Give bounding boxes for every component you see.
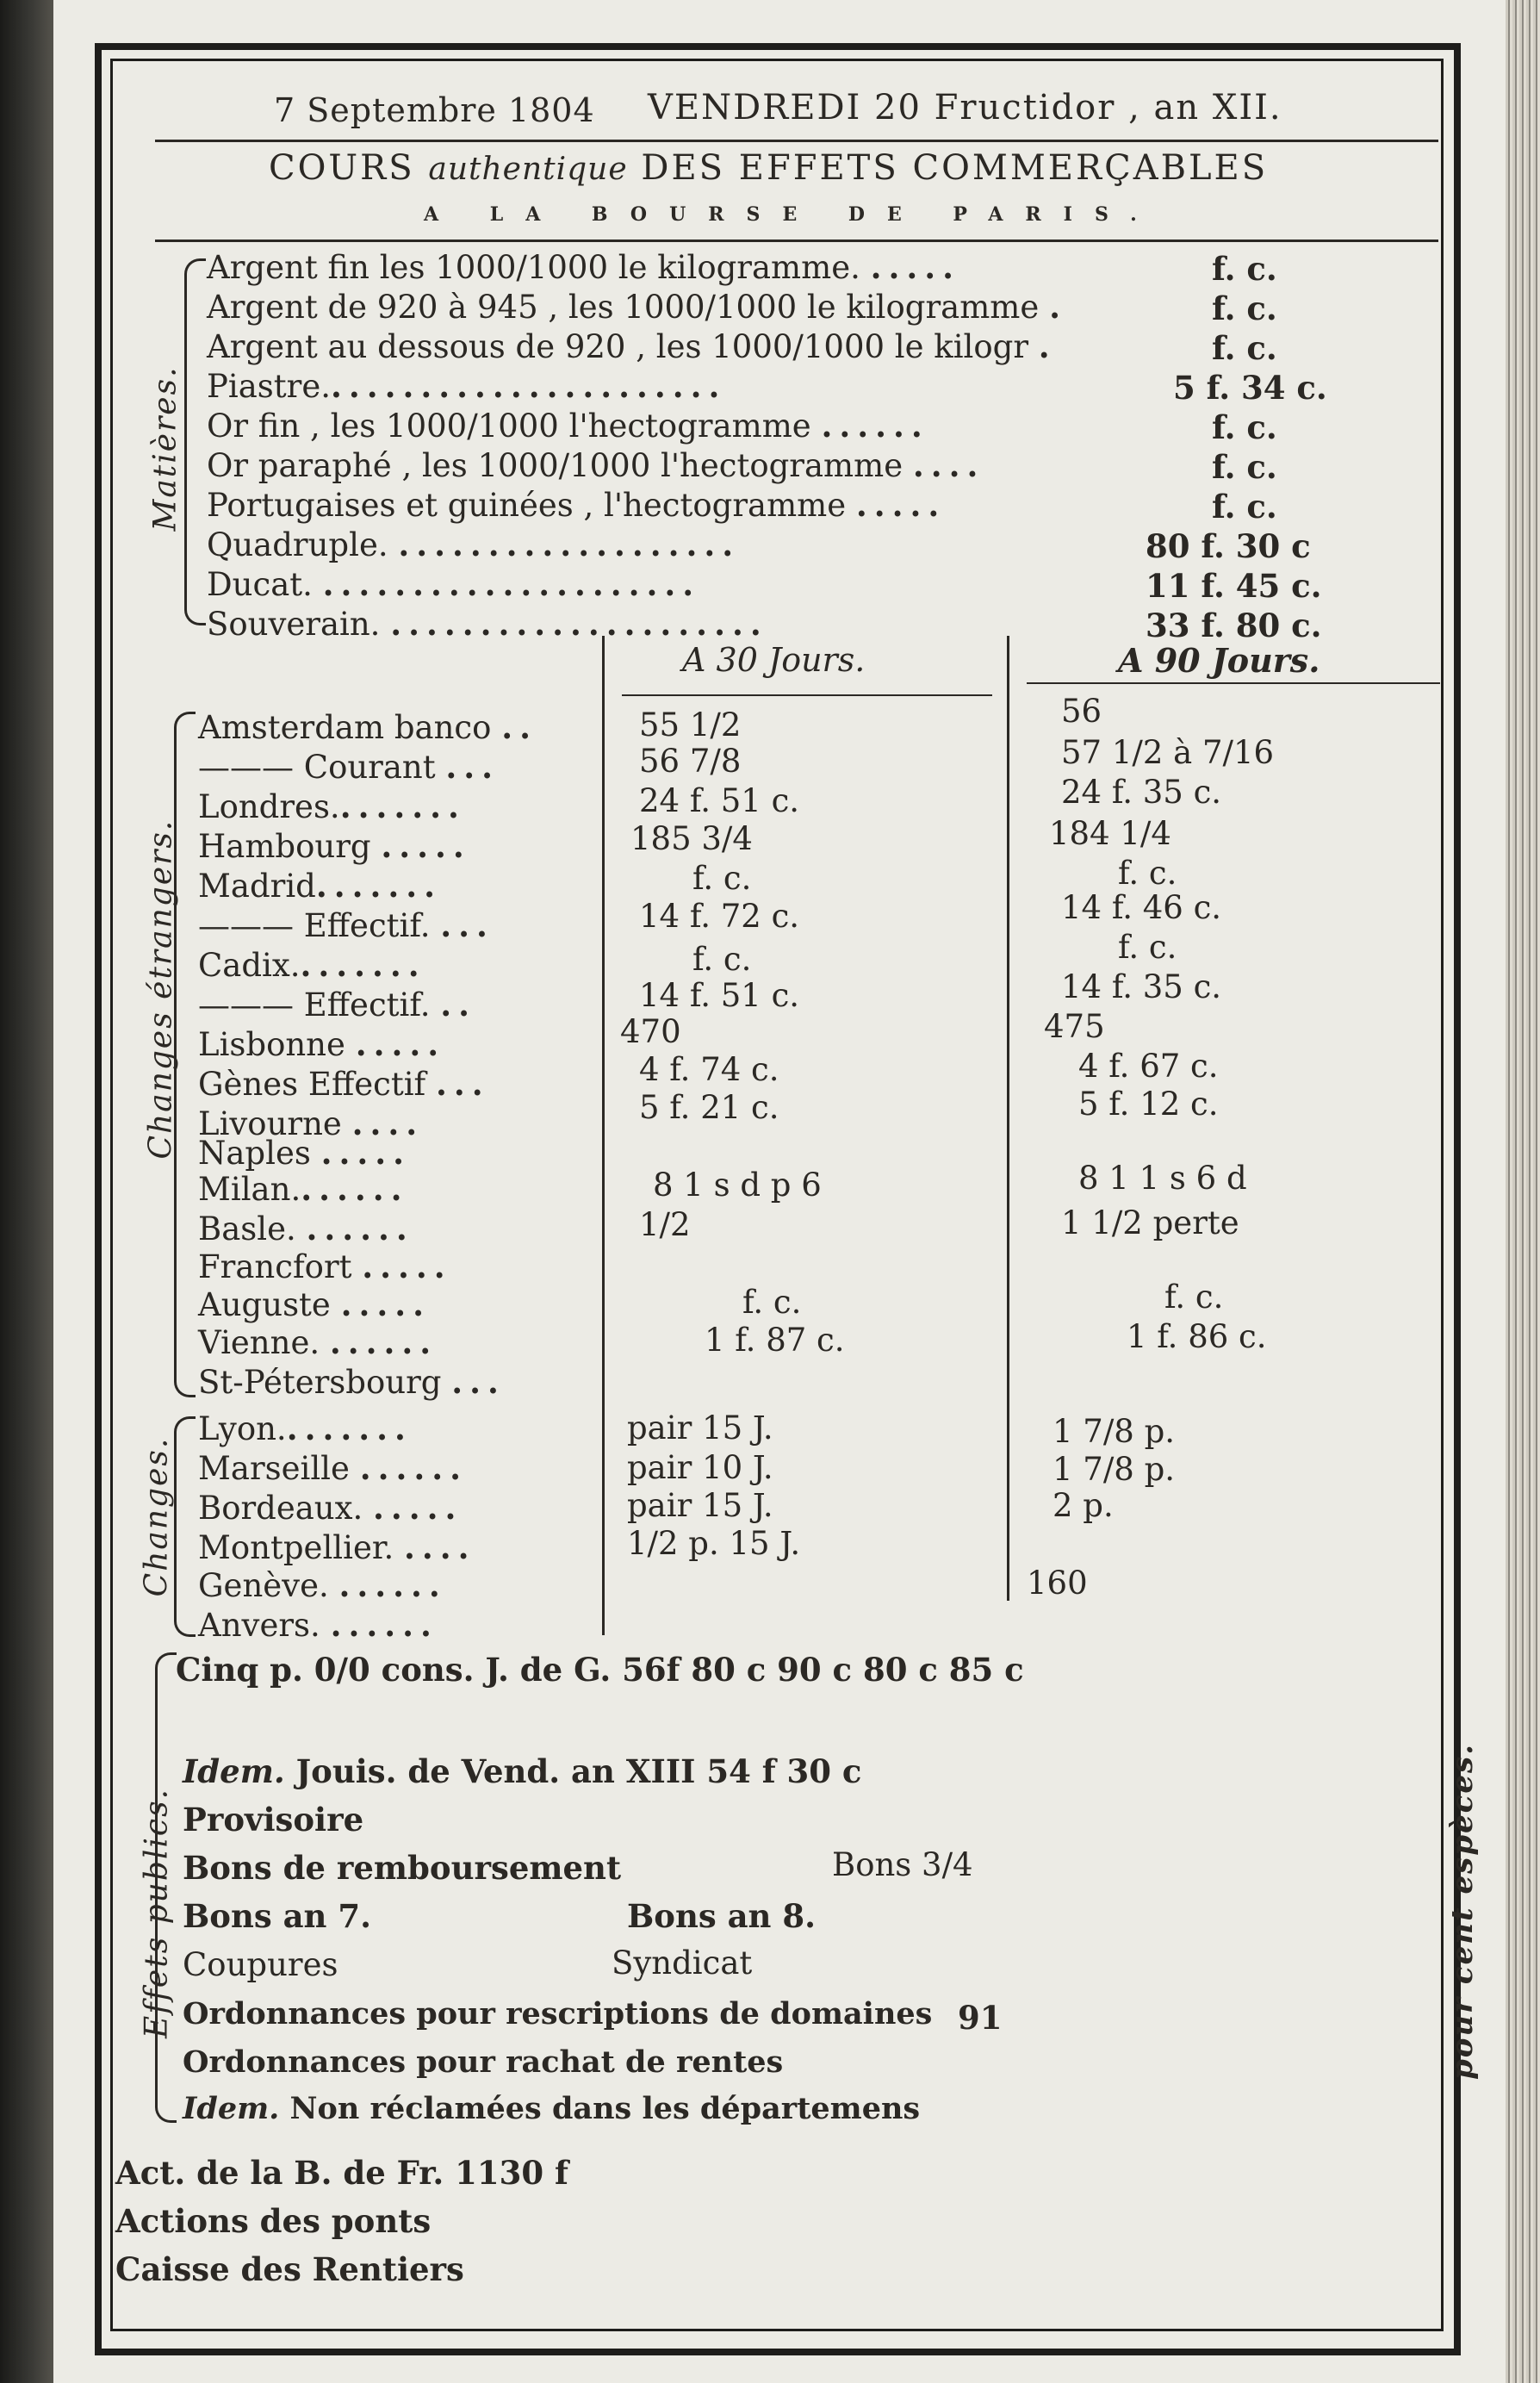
list-item: Argent au dessous de 920 , les 1000/1000 le kilogr . [207, 327, 1057, 365]
list-item: Cinq p. 0/0 cons. J. de G. 56f 80 c 90 c 80 c 85 c [176, 1651, 1024, 1689]
list-value: f. c. [1212, 250, 1277, 288]
list-value: f. c. [1212, 408, 1277, 446]
table-cell: 14 f. 35 c. [1061, 968, 1222, 1005]
table-row: Madrid....... [198, 867, 443, 905]
column-header-30-jours: A 30 Jours. [682, 641, 866, 679]
table-cell: 14 f. 46 c. [1061, 889, 1222, 926]
column-rule-2 [1027, 682, 1440, 684]
table-row: Anvers. ...... [198, 1606, 438, 1644]
list-item: Argent fin les 1000/1000 le kilogramme. ..... [207, 248, 961, 286]
table-cell: 184 1/4 [1049, 815, 1171, 852]
list-value: f. c. [1212, 488, 1277, 526]
list-item: Portugaises et guinées , l'hectogramme ..... [207, 486, 947, 524]
table-cell: 475 [1044, 1008, 1105, 1045]
table-cell: 1 7/8 p. [1053, 1413, 1176, 1450]
brace-changes-etrangers [174, 712, 196, 1397]
table-row: Cadix........ [198, 946, 426, 984]
table-cell: 2 p. [1053, 1487, 1114, 1524]
list-item: Piastre....................... [207, 367, 727, 405]
list-item: Coupures [183, 1946, 338, 1983]
table-cell: 14 f. 51 c. [639, 977, 800, 1014]
brace-effets-publics [155, 1652, 177, 2123]
list-value: 80 f. 30 c [1146, 527, 1311, 565]
table-cell: f. c. [1118, 929, 1177, 966]
table-cell: 8 1 s d p 6 [653, 1167, 822, 1204]
table-cell: 1 f. 86 c. [1127, 1318, 1267, 1355]
table-cell: 24 f. 35 c. [1061, 774, 1222, 811]
brace-matieres [184, 258, 206, 625]
table-cell: 1 1/2 perte [1061, 1204, 1239, 1241]
header-title [269, 148, 1268, 188]
column-divider-2 [1007, 636, 1009, 1601]
table-cell: 185 3/4 [630, 820, 753, 857]
header-rule-1 [155, 140, 1438, 142]
list-item: Provisoire [183, 1801, 364, 1839]
table-cell: 24 f. 51 c. [639, 782, 800, 819]
list-value: f. c. [1212, 289, 1277, 327]
table-cell: 57 1/2 à 7/16 [1061, 734, 1275, 771]
column-divider-1 [602, 636, 605, 1635]
list-item: Ordonnances pour rescriptions de domaines [183, 1996, 933, 2031]
table-row: Vienne. ...... [198, 1323, 438, 1361]
list-value: 5 f. 34 c. [1173, 369, 1327, 407]
table-row: Lyon........ [198, 1409, 413, 1447]
header-date: 7 Septembre 1804 [274, 91, 595, 129]
section-matieres: Matières. [147, 365, 183, 532]
table-row: ——— Effectif. ... [198, 906, 494, 944]
table-row: Auguste ..... [198, 1285, 432, 1323]
page [53, 0, 1506, 2383]
list-item: Argent de 920 à 945 , les 1000/1000 le kilogramme . [207, 288, 1067, 326]
table-cell: pair 15 J. [627, 1409, 773, 1447]
book-spine [0, 0, 53, 2383]
list-item: Bons an 8. [627, 1897, 816, 1935]
table-row: Montpellier. .... [198, 1528, 476, 1566]
list-value: f. c. [1212, 448, 1277, 486]
table-row: Lisbonne ..... [198, 1025, 446, 1063]
table-cell: f. c. [1164, 1279, 1224, 1316]
list-item: Syndicat [612, 1944, 753, 1982]
header-rule-2 [155, 240, 1438, 242]
header-subtitle: A LA BOURSE DE PARIS. [424, 203, 1159, 226]
list-item: Bons de remboursement [183, 1849, 622, 1887]
table-cell: 55 1/2 [639, 706, 742, 744]
brace-changes [174, 1416, 196, 1637]
table-cell: 5 f. 21 c. [639, 1089, 779, 1126]
table-cell: 56 [1061, 693, 1102, 730]
table-cell: pair 15 J. [627, 1487, 773, 1524]
list-item: Bons an 7. [183, 1897, 371, 1935]
table-row: Bordeaux. ..... [198, 1489, 463, 1527]
table-row: Basle. ...... [198, 1210, 414, 1247]
list-item: Act. de la B. de Fr. 1130 f [115, 2154, 568, 2192]
title-effets: DES EFFETS COMMERÇABLES [641, 148, 1269, 188]
title-authentique: authentique [428, 152, 628, 187]
table-cell: pair 10 J. [627, 1449, 773, 1486]
table-cell: 4 f. 67 c. [1078, 1048, 1219, 1085]
section-changes: Changes. [139, 1436, 175, 1597]
list-value: 91 [958, 1999, 1003, 2037]
title-cours: COURS [269, 148, 415, 188]
list-item: Bons 3/4 [832, 1846, 973, 1883]
table-cell: 1 7/8 p. [1053, 1451, 1176, 1488]
list-item: Idem. Non réclamées dans les départemens [183, 2091, 921, 2126]
table-row: St-Pétersbourg ... [198, 1363, 506, 1401]
table-cell: f. c. [1118, 855, 1177, 892]
section-changes-etrangers: Changes étrangers. [143, 818, 179, 1160]
table-cell: 160 [1027, 1565, 1088, 1602]
section-effets-publics: Effets publics. [139, 1788, 175, 2038]
table-cell: 4 f. 74 c. [639, 1051, 779, 1088]
column-rule-1 [622, 694, 992, 696]
side-pour-cent-especes: pour cent espèces. [1445, 1742, 1480, 2080]
list-item: Ducat. ..................... [207, 565, 701, 603]
list-item: Or fin , les 1000/1000 l'hectogramme ...... [207, 407, 929, 445]
table-row: Francfort ..... [198, 1247, 452, 1285]
list-item: Ordonnances pour rachat de rentes [183, 2044, 784, 2080]
table-row: ——— Courant ... [198, 748, 500, 786]
table-row: ——— Effectif. .. [198, 986, 477, 1024]
table-row: Livourne .... [198, 1104, 425, 1142]
table-cell: f. c. [692, 860, 752, 897]
list-item: Caisse des Rentiers [115, 2250, 464, 2288]
table-row: Genève. ...... [198, 1566, 447, 1604]
table-cell: 56 7/8 [639, 743, 742, 780]
table-cell: 470 [620, 1013, 681, 1050]
list-item: Or paraphé , les 1000/1000 l'hectogramme .... [207, 446, 985, 484]
list-item: Souverain. ..................... [207, 605, 768, 643]
table-row: Londres........ [198, 787, 466, 825]
header-day: VENDREDI 20 Fructidor , an XII. [648, 88, 1282, 128]
table-row: Milan....... [198, 1170, 409, 1208]
table-cell: 1/2 [639, 1206, 691, 1243]
page-edges [1506, 0, 1540, 2383]
table-cell: 1/2 p. 15 J. [627, 1525, 801, 1562]
list-value: 11 f. 45 c. [1146, 567, 1322, 605]
table-cell: 5 f. 12 c. [1078, 1086, 1219, 1123]
list-value: f. c. [1212, 329, 1277, 367]
table-cell: 14 f. 72 c. [639, 898, 800, 935]
column-header-90-jours: A 90 Jours. [1118, 641, 1320, 680]
table-cell: f. c. [742, 1284, 802, 1321]
list-item: Quadruple. ................... [207, 526, 741, 563]
table-row: Amsterdam banco .. [198, 708, 537, 746]
table-cell: 1 f. 87 c. [705, 1322, 845, 1359]
table-cell: f. c. [692, 941, 752, 978]
list-item: Idem. Jouis. de Vend. an XIII 54 f 30 c [183, 1752, 862, 1790]
list-item: Actions des ponts [115, 2202, 432, 2240]
table-row: Marseille ...... [198, 1449, 468, 1487]
table-cell: 8 1 1 s 6 d [1078, 1160, 1247, 1197]
list-value: 33 f. 80 c. [1146, 607, 1322, 644]
table-row: Hambourg ..... [198, 827, 471, 865]
table-row: Naples ..... [198, 1134, 412, 1172]
table-row: Gènes Effectif ... [198, 1065, 490, 1103]
